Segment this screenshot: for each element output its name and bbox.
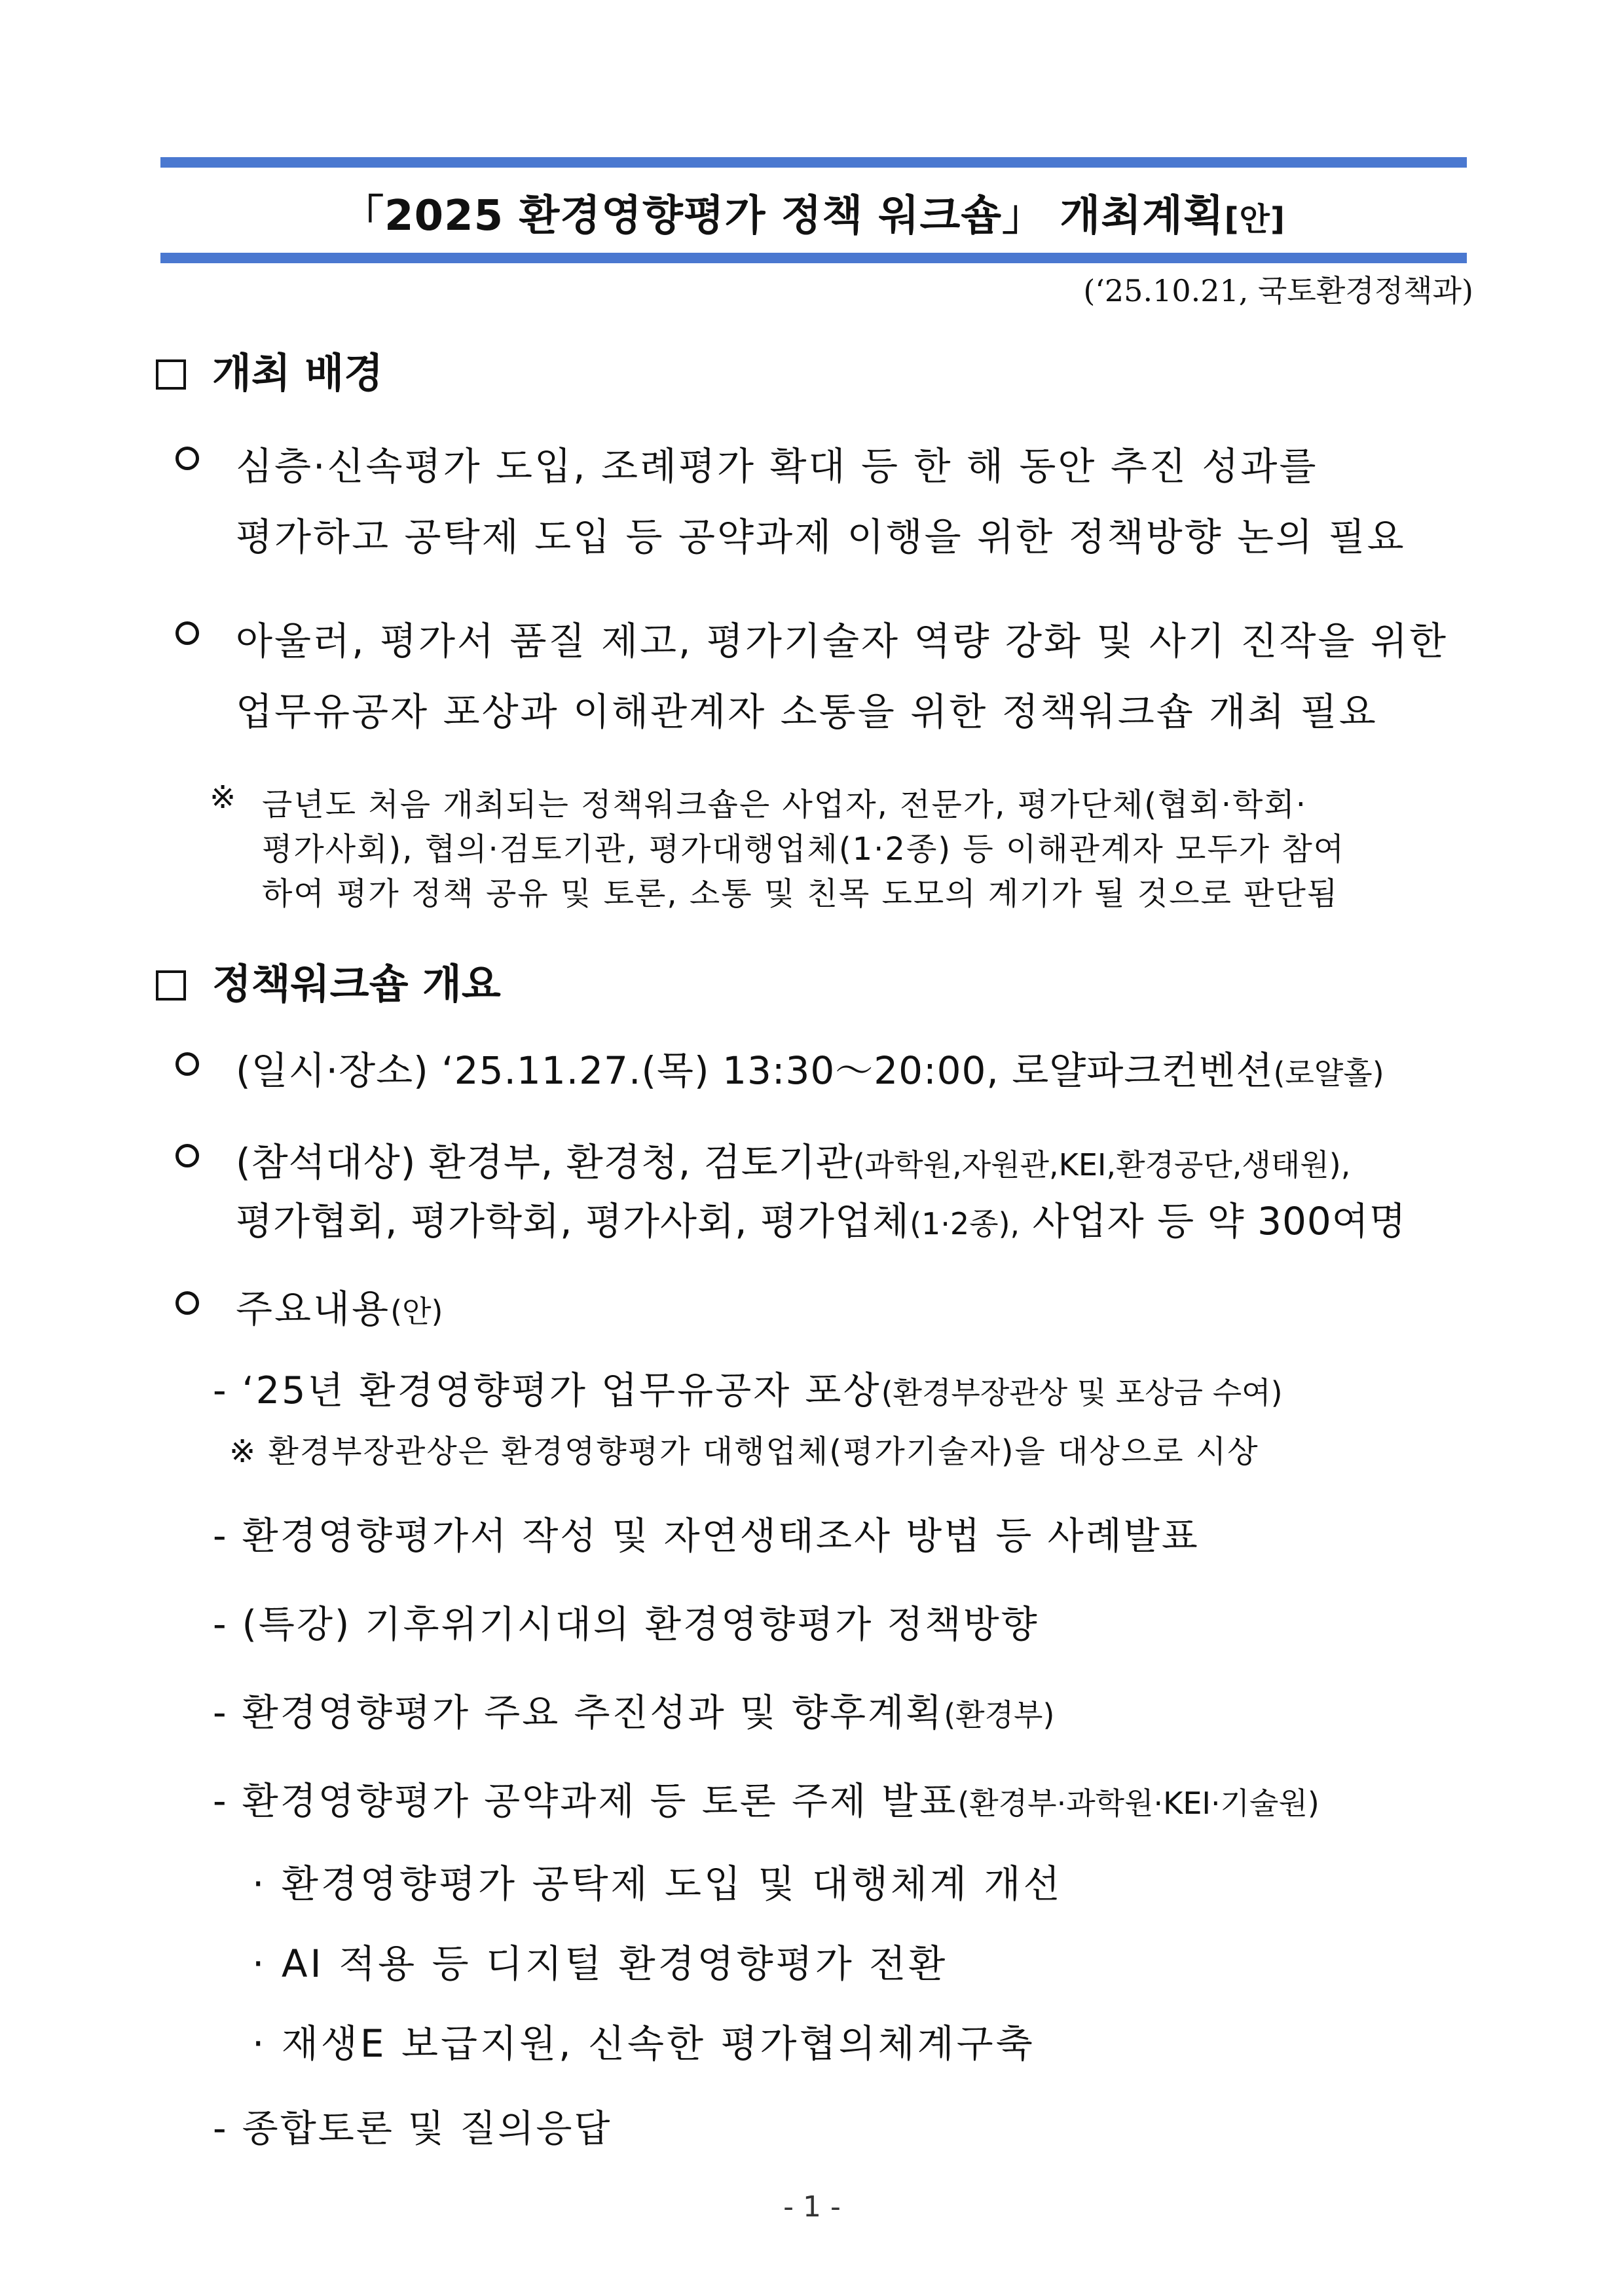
content-item-3 — [213, 1594, 1039, 1648]
content-item-3-text: - (특강) 기후위기시대의 환경영향평가 정책방향 — [213, 1603, 1039, 1646]
sub-item-1-text: · 환경영향평가 공탁제 도입 및 대행체계 개선 — [252, 1862, 1063, 1906]
attendees-text-1: (참석대상) 환경부, 환경청, 검토기관 — [236, 1140, 853, 1184]
checkbox-square-icon — [156, 359, 186, 390]
bullet-2-line-1 — [236, 610, 1448, 665]
content-item-6 — [213, 2099, 612, 2152]
content-item-1 — [213, 1361, 1283, 1414]
sub-item-1 — [252, 1853, 1063, 1908]
document-title — [160, 182, 1467, 242]
bullet-contents — [175, 1282, 199, 1325]
content-item-1-text: - ‘25년 환경영향평가 업무유공자 포상 — [213, 1369, 881, 1412]
circle-bullet-icon — [175, 621, 199, 645]
checkbox-square-icon — [156, 970, 186, 1001]
section-heading-background — [156, 340, 383, 399]
contents-heading — [236, 1278, 443, 1333]
content-item-6-text: - 종합토론 및 질의응답 — [213, 2107, 612, 2150]
title-bottom-rule — [160, 253, 1467, 263]
bullet-schedule — [175, 1043, 199, 1086]
sub-item-3-text: · 재생E 보급지원, 신속한 평가협의체계구축 — [252, 2021, 1035, 2066]
attendees-text-2a: 평가협회, 평가학회, 평가사회, 평가업체 — [236, 1199, 910, 1243]
title-top-rule — [160, 157, 1467, 168]
section2-heading-row — [156, 951, 501, 1010]
content-item-2-text: - 환경영향평가서 작성 및 자연생태조사 방법 등 사례발표 — [213, 1515, 1200, 1558]
page-number: - 1 - — [783, 2190, 841, 2224]
section2-heading: 정책워크숍 개요 — [212, 960, 501, 1008]
note-line-1: 금년도 처음 개최되는 정책워크숍은 사업자, 전문가, 평가단체(협회·학회· — [262, 786, 1307, 823]
bullet-1-line-2 — [236, 506, 1406, 561]
bullet-2-text-2: 업무유공자 포상과 이해관계자 소통을 위한 정책워크숍 개최 필요 — [236, 689, 1378, 734]
bullet-1 — [175, 437, 199, 481]
schedule-venue-hall: (로얄홀) — [1273, 1056, 1384, 1091]
content-item-note — [229, 1426, 1259, 1471]
note-line-2: 평가사회), 협의·검토기관, 평가대행업체(1·2종) 등 이해관계자 모두가 참여 — [262, 831, 1346, 868]
title-main: 「2025 환경영향평가 정책 워크숍」 개최계획 — [342, 192, 1225, 240]
schedule-line — [236, 1040, 1384, 1095]
bullet-2 — [175, 612, 199, 655]
attendees-line-1 — [236, 1131, 1350, 1186]
bullet-2-text-1: 아울러, 평가서 품질 제고, 평가기술자 역량 강화 및 사기 진작을 위한 — [236, 619, 1448, 663]
note-mark: ※ — [210, 779, 238, 816]
date-line: (‘25.10.21, 국토환경정책과) — [1083, 273, 1473, 308]
content-item-5-detail: (환경부·과학원·KEI·기술원) — [957, 1786, 1320, 1821]
content-item-note-text: ※ 환경부장관상은 환경영향평가 대행업체(평가기술자)을 대상으로 시상 — [229, 1433, 1259, 1470]
content-item-4-text: - 환경영향평가 주요 추진성과 및 향후계획 — [213, 1691, 944, 1735]
bullet-1-text-1: 심층·신속평가 도입, 조례평가 확대 등 한 해 동안 추진 성과를 — [236, 444, 1318, 488]
content-item-1-detail: (환경부장관상 및 포상금 수여) — [881, 1375, 1283, 1410]
content-item-5 — [213, 1771, 1320, 1825]
content-item-4-detail: (환경부) — [944, 1697, 1055, 1733]
sub-item-2-text: · AI 적용 등 디지털 환경영향평가 전환 — [252, 1941, 948, 1986]
attendees-line-2 — [236, 1190, 1407, 1245]
schedule-text: (일시·장소) ‘25.11.27.(목) 13:30～20:00, 로얄파크컨벤션 — [236, 1048, 1274, 1093]
bullet-1-line-1 — [236, 435, 1467, 490]
attendees-orgs: (과학원,자원관,KEI,환경공단,생태원), — [853, 1147, 1351, 1183]
sub-item-2 — [252, 1933, 948, 1988]
contents-heading-suffix: (안) — [390, 1294, 443, 1329]
section1-heading: 개최 배경 — [212, 349, 384, 397]
content-item-5-text: - 환경영향평가 공약과제 등 토론 주제 발표 — [213, 1780, 958, 1823]
circle-bullet-icon — [175, 1144, 199, 1167]
circle-bullet-icon — [175, 447, 199, 470]
bullet-attendees — [175, 1135, 199, 1178]
note-line-3: 하여 평가 정책 공유 및 토론, 소통 및 친목 도모의 계기가 될 것으로 판단됨 — [262, 875, 1339, 912]
attendees-types: (1·2종), — [910, 1206, 1020, 1241]
content-item-2 — [213, 1506, 1200, 1560]
content-item-4 — [213, 1683, 1054, 1736]
circle-bullet-icon — [175, 1052, 199, 1076]
title-suffix: [안] — [1224, 201, 1285, 238]
attendees-text-2b: 사업자 등 약 300여명 — [1020, 1199, 1407, 1243]
bullet-2-line-2 — [236, 681, 1378, 736]
sub-item-3 — [252, 2013, 1035, 2068]
contents-heading-text: 주요내용 — [236, 1287, 391, 1331]
circle-bullet-icon — [175, 1291, 199, 1315]
bullet-1-text-2: 평가하고 공탁제 도입 등 공약과제 이행을 위한 정책방향 논의 필요 — [236, 515, 1406, 559]
